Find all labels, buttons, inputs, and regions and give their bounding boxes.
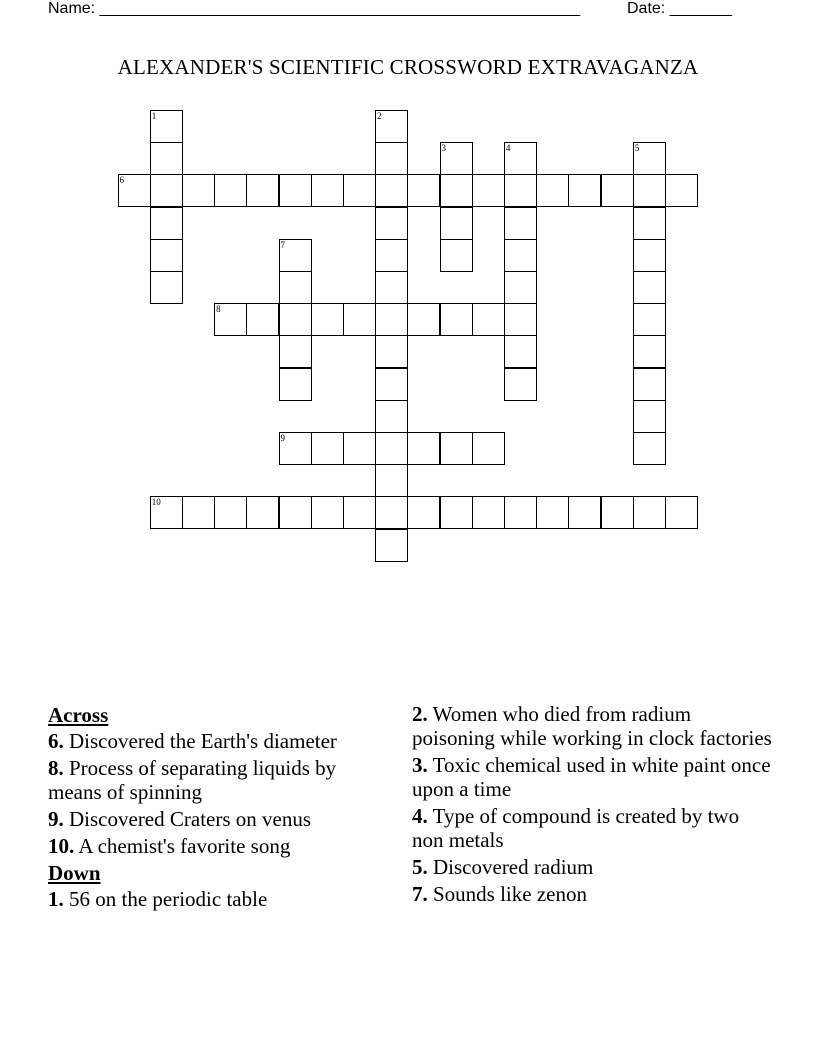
grid-cell[interactable] [343,174,376,207]
clue-number: 7. [412,882,428,906]
clue-down-7 [412,882,772,906]
grid-cell[interactable] [375,142,408,175]
grid-cell[interactable] [343,496,376,529]
grid-cell[interactable] [279,271,312,304]
down-heading: Down [48,861,101,885]
grid-cell[interactable] [504,239,537,272]
clue-down-2 [412,702,772,750]
clue-number-label: 5 [634,143,640,154]
grid-cell[interactable] [375,303,408,336]
grid-cell[interactable] [311,303,344,336]
grid-cell[interactable] [246,303,279,336]
grid-cell[interactable] [504,174,537,207]
grid-cell[interactable] [182,496,215,529]
clue-text: Discovered the Earth's diameter [69,729,337,753]
clue-number: 1. [48,887,64,911]
across-heading: Across [48,703,109,727]
grid-cell[interactable] [279,496,312,529]
grid-cell[interactable] [601,174,634,207]
grid-cell[interactable] [375,400,408,433]
grid-cell[interactable] [311,174,344,207]
grid-cell[interactable] [118,174,151,207]
page-title: ALEXANDER'S SCIENTIFIC CROSSWORD EXTRAVAGANZA [117,55,699,79]
clue-number: 2. [412,702,428,726]
grid-cell[interactable] [182,174,215,207]
grid-cell[interactable] [407,432,440,465]
clue-number-label: 3 [441,143,446,154]
clue-down-5 [412,855,772,879]
clue-number-label: 9 [280,433,285,443]
clue-text: Discovered radium [433,855,594,879]
grid-cell[interactable] [504,335,537,368]
grid-cell[interactable] [150,142,183,175]
grid-cell[interactable] [440,239,473,272]
grid-cell[interactable] [665,174,698,207]
clue-across-9 [48,807,378,831]
grid-cell[interactable] [536,174,569,207]
grid-cell[interactable] [536,496,569,529]
grid-cell[interactable] [568,496,601,529]
grid-cell[interactable] [407,174,440,207]
clue-text: Type of compound is created by two non metals [412,804,740,852]
grid-cell[interactable] [375,432,408,465]
grid-cell[interactable] [568,174,601,207]
clue-number-label: 6 [119,175,124,186]
grid-cell[interactable] [633,496,666,529]
clue-number-label: 1 [151,111,157,121]
grid-cell[interactable] [633,400,666,433]
clue-number-label: 8 [216,304,221,315]
clue-text: Sounds like zenon [433,882,587,906]
clue-number: 5. [412,855,428,879]
grid-cell[interactable] [504,142,537,175]
clue-number: 9. [48,807,64,831]
grid-cell[interactable] [440,174,473,207]
grid-cell[interactable] [407,496,440,529]
grid-cell[interactable] [375,368,408,401]
clue-number: 10. [48,834,75,858]
clue-across-8 [48,756,378,804]
grid-cell[interactable] [633,368,666,401]
grid-cell[interactable] [440,496,473,529]
grid-cell[interactable] [472,174,505,207]
grid-cell[interactable] [633,432,666,465]
grid-cell[interactable] [214,496,247,529]
date-field[interactable]: Date: _______ [627,0,732,17]
grid-cell[interactable] [375,239,408,272]
clue-text: Women who died from radium poisoning while working in clock factories [412,702,772,750]
grid-cell[interactable] [375,529,408,562]
grid-cell[interactable] [150,271,183,304]
clues-left-column [48,702,378,914]
grid-cell[interactable] [375,496,408,529]
grid-cell[interactable] [150,207,183,240]
grid-cell[interactable] [375,464,408,497]
grid-cell[interactable] [472,496,505,529]
grid-cell[interactable] [246,174,279,207]
grid-cell[interactable] [311,496,344,529]
grid-cell[interactable] [504,207,537,240]
clue-number: 4. [412,804,428,828]
grid-cell[interactable] [375,271,408,304]
grid-cell[interactable] [375,174,408,207]
grid-cell[interactable] [633,207,666,240]
grid-cell[interactable] [279,174,312,207]
clue-number-label: 7 [280,239,285,250]
grid-cell[interactable] [504,368,537,401]
grid-cell[interactable] [472,432,505,465]
grid-cell[interactable] [440,303,473,336]
clue-text: A chemist's favorite song [78,834,291,858]
clue-across-6 [48,729,378,753]
grid-cell[interactable] [246,496,279,529]
grid-cell[interactable] [214,303,247,336]
grid-cell[interactable] [472,303,505,336]
clue-down-3 [412,753,772,801]
grid-cell[interactable] [440,142,473,175]
grid-cell[interactable] [150,496,183,529]
grid-cell[interactable] [150,110,183,143]
grid-cell[interactable] [633,142,666,175]
clues-right-column [412,702,772,909]
clue-number: 6. [48,729,64,753]
clue-number-label: 10 [151,497,161,508]
grid-cell[interactable] [279,335,312,368]
clue-text: Process of separating liquids by means of spinning [48,756,337,804]
grid-cell[interactable] [504,271,537,304]
grid-cell[interactable] [375,335,408,368]
grid-cell[interactable] [601,496,634,529]
clue-number-label: 2 [377,111,382,121]
grid-cell[interactable] [633,303,666,336]
grid-cell[interactable] [504,303,537,336]
grid-cell[interactable] [375,110,408,143]
grid-cell[interactable] [407,303,440,336]
grid-cell[interactable] [633,239,666,272]
clue-text: Toxic chemical used in white paint once upon a time [412,753,771,801]
grid-cell[interactable] [150,239,183,272]
grid-cell[interactable] [343,303,376,336]
clue-down-1 [48,887,378,911]
grid-cell[interactable] [150,174,183,207]
grid-cell[interactable] [440,432,473,465]
grid-cell[interactable] [633,271,666,304]
grid-cell[interactable] [633,174,666,207]
clue-number: 8. [48,756,64,780]
clue-number-label: 4 [505,143,511,154]
clue-across-10 [48,834,378,858]
grid-cell[interactable] [375,207,408,240]
grid-cell[interactable] [504,496,537,529]
grid-cell[interactable] [279,239,312,272]
grid-cell[interactable] [279,368,312,401]
name-field[interactable]: Name: ______________________________________________________ [48,0,581,17]
grid-cell[interactable] [279,303,312,336]
grid-cell[interactable] [311,432,344,465]
clue-text: 56 on the periodic table [69,887,268,911]
grid-cell[interactable] [214,174,247,207]
clue-text: Discovered Craters on venus [69,807,312,831]
grid-cell[interactable] [440,207,473,240]
grid-cell[interactable] [343,432,376,465]
grid-cell[interactable] [665,496,698,529]
clue-down-4 [412,804,772,852]
clue-number: 3. [412,753,428,777]
grid-cell[interactable] [279,432,312,465]
grid-cell[interactable] [633,335,666,368]
